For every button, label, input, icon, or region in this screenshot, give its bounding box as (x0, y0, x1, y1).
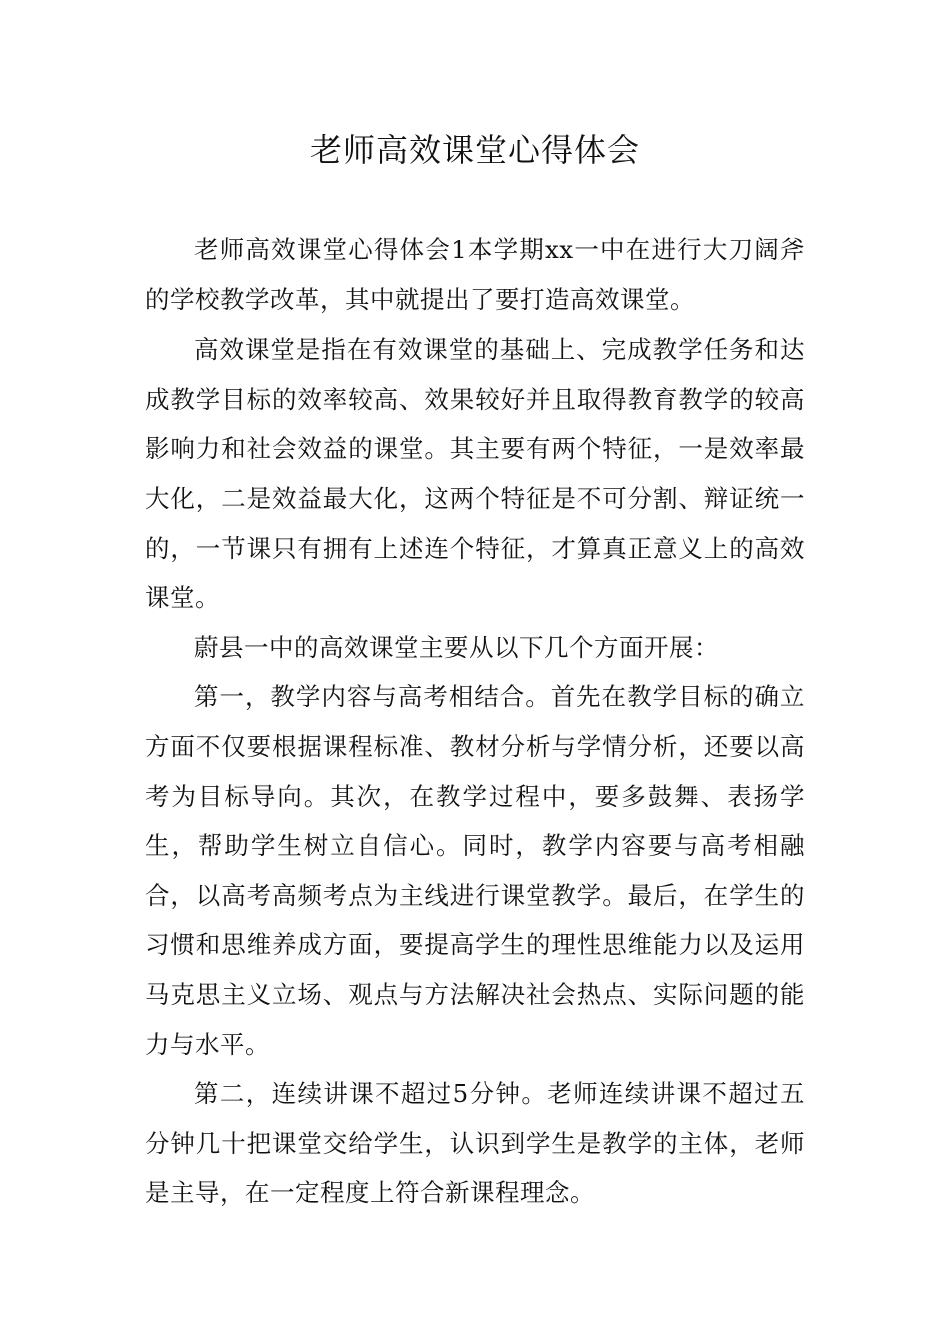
paragraph-intro: 老师高效课堂心得体会1本学期xx一中在进行大刀阔斧的学校教学改革，其中就提出了要打造高效课堂。 (145, 235, 805, 314)
paragraph-definition: 高效课堂是指在有效课堂的基础上、完成教学任务和达成教学目标的效率较高、效果较好并且取得教育教学的较高影响力和社会效益的课堂。其主要有两个特征，一是效率最大化，二是效益最大化，这两个特征是不可分割、辩证统一的，一节课只有拥有上述连个特征，才算真正意义上的高效课堂。 (145, 335, 805, 613)
document-title: 老师高效课堂心得体会 (309, 131, 640, 169)
document-body (145, 225, 805, 1218)
paragraph-overview: 蔚县一中的高效课堂主要从以下几个方面开展： (194, 632, 719, 662)
paragraph-point-one: 第一，教学内容与高考相结合。首先在教学目标的确立方面不仅要根据课程标准、教材分析与学情分析，还要以高考为目标导向。其次，在教学过程中，要多鼓舞、表扬学生，帮助学生树立自信心。同时，教学内容要与高考相融合，以高考高频考点为主线进行课堂教学。最后，在学生的习惯和思维养成方面，要提高学生的理性思维能力以及运用马克思主义立场、观点与方法解决社会热点、实际问题的能力与水平。 (145, 682, 805, 1059)
paragraph-point-two: 第二，连续讲课不超过5分钟。老师连续讲课不超过五分钟几十把课堂交给学生，认识到学生是教学的主体，老师是主导，在一定程度上符合新课程理念。 (145, 1079, 805, 1208)
